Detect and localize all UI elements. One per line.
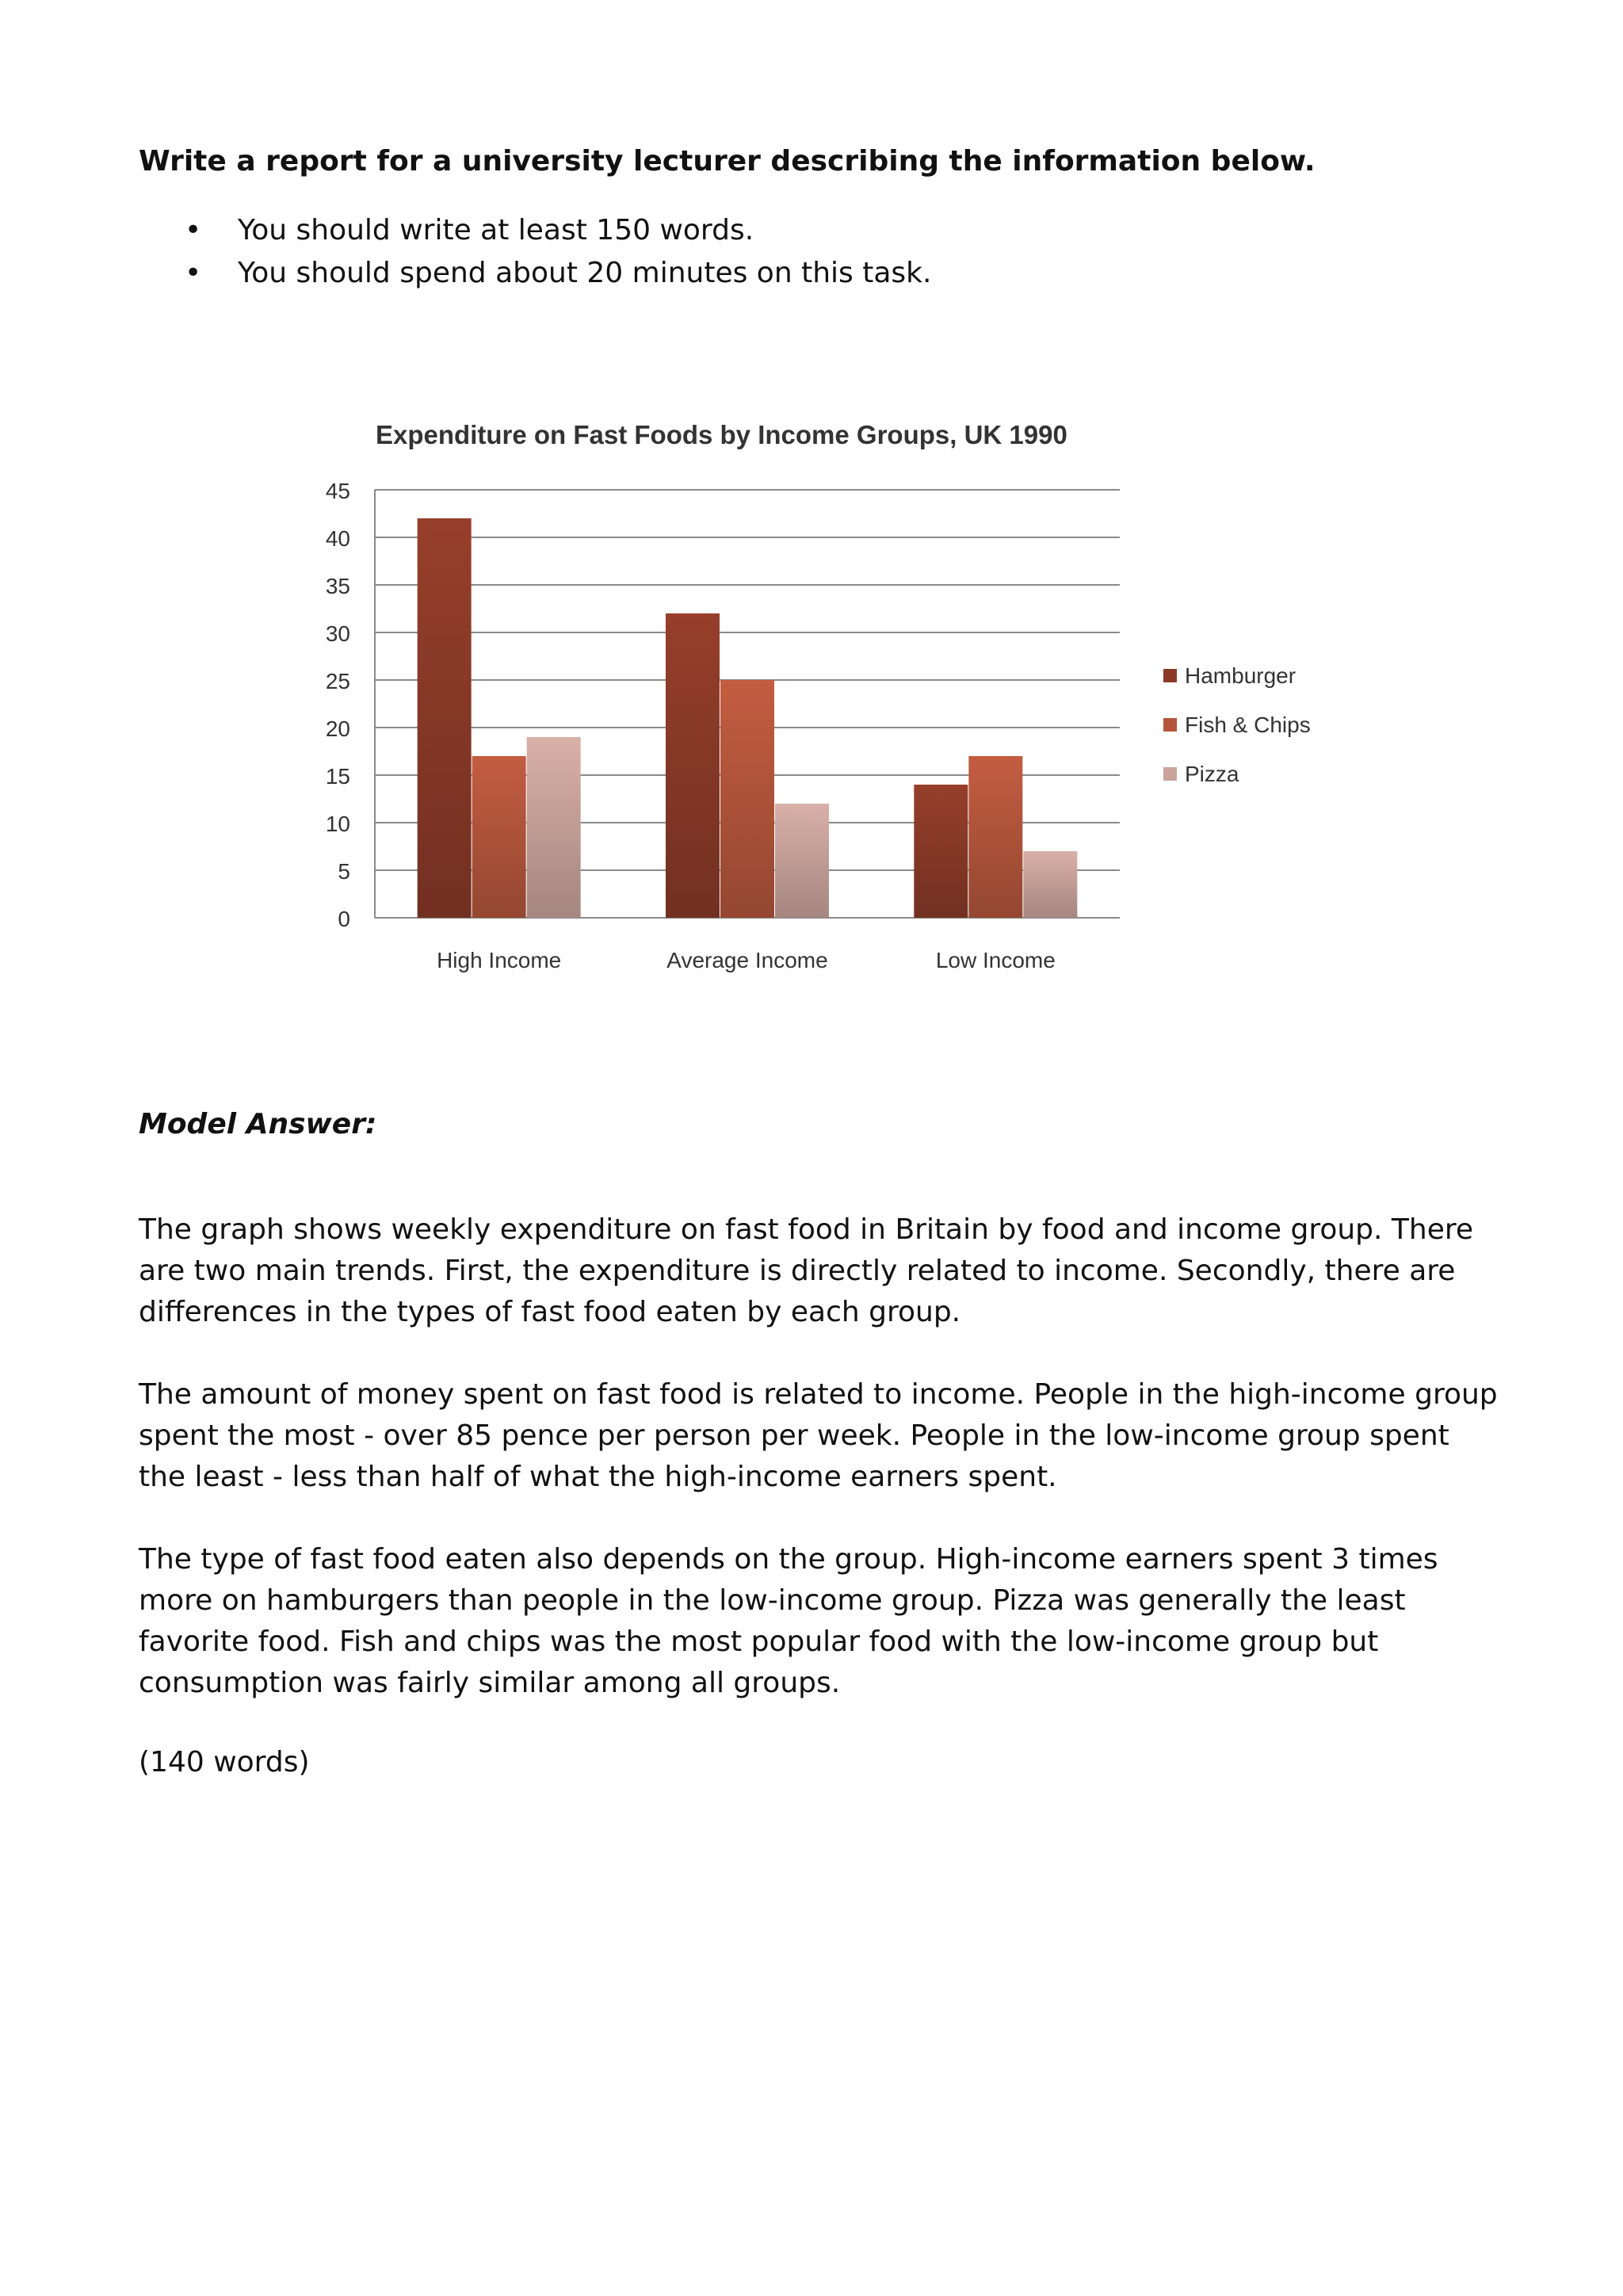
y-tick-label: 35 [325, 574, 350, 598]
legend-swatch [1163, 718, 1177, 732]
y-tick-label: 25 [325, 669, 350, 693]
legend-swatch [1163, 767, 1177, 781]
bar [472, 756, 526, 918]
answer-paragraph: The type of fast food eaten also depends on the group. High-income earners spent 3 times more on hamburgers than people in the low-income group. Pizza was generally the least favorite food. Fish and chips was the most popular food with the low-income group but consumption was fairly similar among all groups. [139, 1543, 1438, 1699]
word-count: (140 words) [139, 1746, 310, 1778]
requirements-list [139, 209, 1502, 295]
model-answer-heading: Model Answer: [139, 1108, 377, 1140]
bar [527, 737, 581, 918]
chart-title: Expenditure on Fast Foods by Income Groups, UK 1990 [376, 420, 1067, 449]
bar [1023, 851, 1077, 918]
task-heading: Write a report for a university lecturer describing the information below. [139, 145, 1316, 178]
bar [418, 518, 472, 918]
bar [914, 785, 968, 918]
legend-label: Fish & Chips [1185, 712, 1311, 737]
bar-chart [325, 404, 1377, 1007]
bar [968, 756, 1022, 918]
y-tick-label: 5 [338, 859, 350, 884]
bar [666, 613, 720, 918]
x-tick-label: Average Income [666, 948, 828, 972]
y-tick-label: 30 [325, 621, 350, 646]
chart-svg [325, 404, 1377, 1007]
legend-swatch [1163, 669, 1177, 682]
y-tick-label: 15 [325, 764, 350, 789]
y-tick-label: 45 [325, 479, 350, 503]
requirement-item: • You should write at least 150 words. [139, 209, 1502, 252]
x-tick-label: High Income [437, 948, 562, 972]
bar [720, 680, 774, 918]
y-tick-label: 40 [325, 526, 350, 551]
y-tick-label: 0 [338, 907, 350, 931]
legend-label: Hamburger [1185, 663, 1296, 688]
task-section [139, 143, 1502, 295]
answer-paragraph: The graph shows weekly expenditure on fast food in Britain by food and income group. There are two main trends. First, the expenditure is directly related to income. Secondly, there are differences in the types of fast food eaten by each group. [139, 1213, 1474, 1328]
answer-paragraph: The amount of money spent on fast food is related to income. People in the high-income group spent the most - over 85 pence per person per week. People in the low-income group spent the least - less than half of what the high-income earners spent. [139, 1378, 1498, 1493]
y-tick-label: 20 [325, 716, 350, 741]
x-tick-label: Low Income [935, 948, 1056, 972]
legend-label: Pizza [1185, 762, 1239, 786]
model-answer-body [139, 1209, 1502, 1745]
bar [775, 804, 829, 918]
y-tick-label: 10 [325, 812, 350, 836]
requirement-item: • You should spend about 20 minutes on this task. [139, 252, 1502, 295]
